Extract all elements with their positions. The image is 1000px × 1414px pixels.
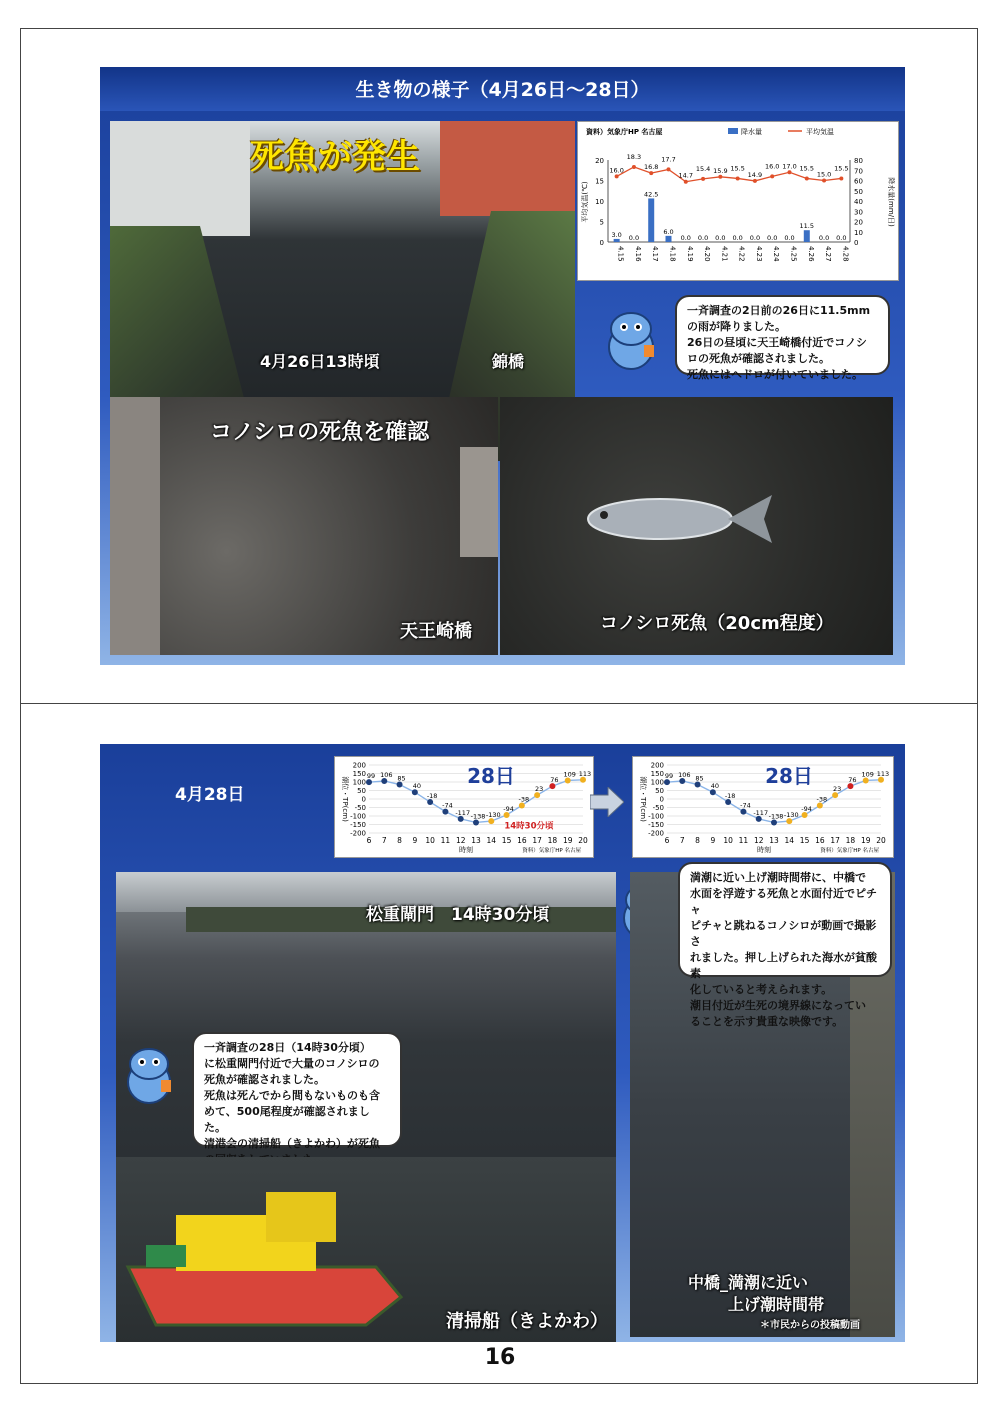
- slide2-left-bubble: [192, 1032, 402, 1150]
- bubble-line: 化していると考えられます。: [690, 983, 833, 996]
- tide-value-label: -18: [724, 792, 736, 801]
- arrow-right-icon: [590, 787, 624, 817]
- y-tick: 200: [352, 761, 366, 770]
- rain-value-label: 6.0: [663, 227, 674, 236]
- rain-value-label: 0.0: [784, 234, 795, 242]
- tide-value-label: -38: [816, 795, 828, 804]
- y-tick: -150: [648, 821, 664, 829]
- temp-value-label: 17.7: [661, 155, 676, 164]
- y-tick: -200: [648, 829, 664, 838]
- right-caption-line2: 上げ潮時間帯: [728, 1295, 825, 1314]
- slide-2: [100, 744, 905, 1342]
- y-tick: 50: [357, 787, 366, 795]
- tide-value-label: 106: [380, 770, 393, 779]
- y-tick: 150: [352, 770, 366, 778]
- x-tick-label: 4.24: [772, 246, 781, 262]
- tide-value-label: -74: [442, 801, 453, 810]
- slide1-speech-bubble: [675, 295, 890, 381]
- page-divider: [20, 703, 978, 704]
- bubble-line: 死魚にはヘドロが付いていました。: [687, 368, 863, 381]
- tide-value-label: -138: [470, 812, 486, 821]
- bubble-line: 死魚は死んでから間もないものも含: [204, 1089, 380, 1102]
- y-tick-right: 60: [854, 177, 863, 186]
- tide-value-label: 113: [578, 769, 592, 778]
- x-tick: 16: [815, 836, 825, 845]
- bubble-line: ロの死魚が確認されました。: [687, 352, 830, 365]
- temp-point: [788, 170, 792, 174]
- tide-source: 資料）気象庁HP 名古屋: [522, 848, 581, 854]
- tide-value-label: 99: [664, 772, 674, 781]
- y-tick-left: 15: [595, 177, 604, 186]
- x-tick-label: 4.21: [720, 246, 729, 262]
- rain-value-label: 0.0: [749, 234, 761, 242]
- tide-value-label: 109: [563, 770, 576, 779]
- stone-wall-photo: [110, 397, 498, 655]
- tide-value-label: 23: [833, 785, 842, 794]
- x-tick: 8: [695, 836, 700, 845]
- y-tick: -50: [354, 804, 366, 812]
- slide-1: [100, 67, 905, 665]
- rain-value-label: 0.0: [697, 234, 709, 242]
- dead-fish-photo: [500, 397, 893, 655]
- rain-value-label: 0.0: [836, 234, 847, 242]
- y-tick-right: 0: [854, 239, 859, 247]
- x-tick: 17: [532, 836, 542, 845]
- chart-source: 資料）気象庁HP 名古屋: [586, 128, 663, 136]
- bubble-line: ることを示す貴重な映像です。: [690, 1015, 844, 1028]
- tide-value-label: 76: [550, 776, 559, 785]
- legend-swatch-rain: [728, 128, 738, 134]
- tide-title: 28日: [765, 764, 813, 788]
- y-tick-right: 50: [854, 187, 863, 196]
- rain-bar: [804, 230, 810, 242]
- rain-bar: [648, 198, 654, 242]
- y-tick: -100: [648, 812, 664, 821]
- tide-value-label: -130: [783, 811, 799, 820]
- temp-value-label: 15.5: [799, 164, 815, 173]
- tide-chart-right: [632, 756, 894, 858]
- photo2-place: 天王崎橋: [400, 621, 472, 642]
- x-tick: 16: [517, 836, 527, 845]
- temp-point: [753, 179, 757, 183]
- y-tick-right: 10: [854, 228, 863, 237]
- x-label: 時刻: [459, 846, 473, 854]
- y-tick-right: 70: [854, 167, 863, 176]
- x-tick: 13: [471, 836, 481, 845]
- x-tick: 11: [738, 836, 749, 845]
- tide-title: 28日: [467, 764, 515, 788]
- legend-label: 降水量: [741, 128, 762, 136]
- tide-value-label: 85: [695, 774, 704, 783]
- x-tick: 12: [455, 836, 466, 845]
- x-tick-label: 4.26: [806, 246, 815, 262]
- weather-chart: [577, 121, 899, 281]
- bubble-line: の雨が降りました。: [687, 320, 786, 333]
- weather-chart-svg: [578, 122, 898, 280]
- tide-chart-left-svg: [335, 757, 593, 857]
- legend-label: 平均気温: [806, 128, 834, 136]
- rain-value-label: 3.0: [611, 230, 622, 239]
- temp-point: [839, 176, 843, 180]
- rain-value-label: 0.0: [715, 234, 726, 242]
- temp-point: [615, 174, 619, 178]
- citizen-video-note: ＊市民からの投稿動画: [760, 1320, 860, 1331]
- tide-value-label: 40: [710, 782, 719, 791]
- x-tick: 14: [486, 836, 497, 845]
- y-tick: 100: [650, 778, 664, 787]
- photo2-caption: コノシロの死魚を確認: [210, 420, 430, 445]
- tide-value-label: -18: [426, 792, 438, 801]
- bubble-line: 死魚が確認されました。: [204, 1073, 325, 1086]
- tide-chart-left: [334, 756, 594, 858]
- y-tick: 200: [650, 761, 664, 770]
- y-label: 潮位・TP(cm): [639, 776, 647, 822]
- rain-value-label: 11.5: [799, 222, 815, 231]
- temp-value-label: 16.0: [764, 162, 780, 171]
- tide-value-label: -94: [801, 804, 812, 813]
- y-tick-left: 5: [599, 218, 604, 227]
- rain-bar: [666, 236, 672, 242]
- tide-value-label: -117: [455, 808, 471, 817]
- rain-value-label: 0.0: [767, 234, 778, 242]
- temp-point: [770, 174, 774, 178]
- slide2-date-label: 4月28日: [175, 785, 245, 805]
- tide-source: 資料）気象庁HP 名古屋: [820, 848, 879, 854]
- temp-value-label: 14.9: [747, 170, 763, 179]
- bubble-line: 満潮に近い上げ潮時間帯に、中橋で: [690, 871, 866, 884]
- tide-value-label: -38: [518, 795, 530, 804]
- x-tick: 14: [784, 836, 795, 845]
- x-tick: 7: [381, 836, 387, 845]
- x-tick-label: 4.20: [703, 246, 712, 262]
- lock-photo-caption: 松重閘門 14時30分頃: [366, 905, 550, 925]
- temp-point: [667, 167, 671, 171]
- mascot-icon: [120, 1042, 178, 1106]
- x-tick-label: 4.22: [737, 246, 746, 262]
- temp-point: [736, 176, 740, 180]
- boat-caption: 清掃船（きよかわ）: [446, 1311, 608, 1332]
- y-tick: -50: [652, 804, 664, 812]
- bubble-line: 一斉調査の2日前の26日に11.5mm: [687, 304, 871, 317]
- tide-value-label: 76: [848, 776, 857, 785]
- temp-value-label: 15.5: [834, 164, 849, 173]
- bubble-line: に松重閘門付近で大量のコノシロの: [204, 1057, 380, 1070]
- bubble-line: 潮目付近が生死の境界線になってい: [690, 999, 866, 1012]
- y-tick: -150: [350, 821, 366, 829]
- photo3-caption: コノシロ死魚（20cm程度）: [600, 613, 834, 634]
- y-tick: 150: [650, 770, 664, 778]
- temp-value-label: 18.3: [626, 152, 642, 161]
- x-tick-label: 4.15: [616, 246, 625, 262]
- x-tick-label: 4.19: [685, 246, 694, 262]
- x-tick-label: 4.17: [651, 246, 660, 262]
- tide-chart-right-svg: [633, 757, 893, 857]
- photo1-place-caption: 錦橋: [492, 352, 525, 371]
- x-tick-label: 4.28: [841, 246, 850, 262]
- x-tick: 10: [425, 836, 435, 845]
- temp-value-label: 14.7: [678, 171, 694, 180]
- x-tick: 6: [664, 836, 670, 845]
- temp-point: [632, 165, 636, 169]
- rain-value-label: 42.5: [643, 190, 659, 199]
- rain-bar: [614, 239, 620, 242]
- y-label: 潮位・TP(cm): [341, 776, 349, 822]
- y-tick-right: 80: [854, 157, 863, 165]
- x-tick-label: 4.18: [668, 246, 677, 262]
- x-tick: 19: [562, 836, 573, 845]
- temp-point: [718, 175, 722, 179]
- bubble-line: 水面を浮遊する死魚と水面付近でピチャ: [690, 887, 877, 916]
- tide-value-label: 106: [678, 770, 691, 779]
- y-tick: 100: [352, 778, 366, 787]
- temp-point: [805, 176, 809, 180]
- temp-value-label: 15.4: [695, 164, 711, 173]
- tide-value-label: -117: [753, 808, 769, 817]
- x-tick: 19: [860, 836, 871, 845]
- y-tick: -100: [350, 812, 366, 821]
- x-tick-label: 4.25: [789, 246, 798, 262]
- temp-value-label: 16.0: [609, 166, 624, 175]
- x-tick: 20: [578, 836, 588, 845]
- x-tick: 12: [753, 836, 764, 845]
- y-tick-left: 0: [599, 239, 604, 247]
- y-tick-right: 20: [854, 218, 863, 227]
- temp-point: [701, 177, 705, 181]
- bubble-line: めて、500尾程度が確認されました。: [204, 1105, 370, 1134]
- dead-fish-headline: 死魚が発生: [250, 137, 420, 177]
- temp-point: [822, 179, 826, 183]
- y-tick: 0: [659, 795, 664, 804]
- bubble-line: れました。押し上げられた海水が貧酸素: [690, 951, 877, 980]
- temp-value-label: 16.8: [643, 163, 659, 172]
- x-tick: 13: [769, 836, 779, 845]
- slide-1-title: 生き物の様子（4月26日～28日）: [100, 67, 905, 111]
- x-tick-label: 4.16: [633, 246, 642, 262]
- temp-value-label: 17.0: [782, 162, 797, 171]
- y-tick-left: 20: [595, 157, 604, 165]
- photo1-time-caption: 4月26日13時頃: [260, 352, 380, 371]
- bubble-line: ピチャと跳ねるコノシロが動画で撮影さ: [690, 919, 877, 948]
- x-tick: 15: [799, 836, 810, 845]
- tide-value-label: -74: [740, 801, 751, 810]
- time-marker-label: 14時30分頃: [504, 821, 554, 832]
- x-tick-label: 4.27: [824, 246, 833, 262]
- temp-value-label: 15.0: [816, 170, 832, 179]
- tide-value-label: 23: [535, 785, 544, 794]
- tide-value-label: 113: [876, 769, 890, 778]
- bubble-line: 26日の昼頃に天王崎橋付近でコノシ: [687, 336, 867, 349]
- x-tick: 15: [501, 836, 512, 845]
- tide-value-label: 109: [861, 770, 874, 779]
- page-number: 16: [484, 1345, 516, 1370]
- tide-value-label: -94: [503, 804, 514, 813]
- right-caption-line1: 中橋_満潮に近い: [688, 1273, 809, 1292]
- x-tick: 10: [723, 836, 733, 845]
- x-tick: 9: [412, 836, 418, 845]
- x-tick: 7: [679, 836, 685, 845]
- tide-value-label: 40: [412, 782, 421, 791]
- rain-value-label: 0.0: [732, 234, 743, 242]
- x-tick-label: 4.23: [754, 246, 763, 262]
- y-tick-right: 40: [854, 198, 863, 206]
- slide2-right-bubble: [678, 862, 892, 1028]
- temp-point: [684, 180, 688, 184]
- x-tick: 20: [876, 836, 886, 845]
- y-tick-right: 30: [854, 208, 863, 217]
- y-tick: 0: [361, 795, 366, 804]
- x-tick: 18: [547, 836, 558, 845]
- x-tick: 18: [845, 836, 856, 845]
- y-tick: -200: [350, 829, 366, 838]
- bubble-line: 清港会の清掃船（きよかわ）が死魚: [204, 1137, 380, 1150]
- temp-value-label: 15.5: [730, 164, 745, 173]
- tide-value-label: -130: [485, 811, 501, 820]
- x-tick: 8: [397, 836, 402, 845]
- tide-value-label: 99: [366, 772, 376, 781]
- cleaning-boat-photo: [116, 1157, 616, 1342]
- y-label-right: 降水量(mm/日): [887, 177, 895, 227]
- temp-point: [649, 171, 653, 175]
- x-tick: 17: [830, 836, 840, 845]
- tide-value-label: -138: [768, 812, 784, 821]
- y-tick: 50: [655, 787, 664, 795]
- tide-value-label: 85: [397, 774, 406, 783]
- y-label-left: 平均気温(℃): [581, 181, 589, 223]
- rain-value-label: 0.0: [680, 234, 691, 242]
- x-tick: 9: [710, 836, 716, 845]
- y-tick-left: 10: [595, 198, 604, 206]
- rain-value-label: 0.0: [818, 234, 830, 242]
- temp-value-label: 15.9: [713, 166, 728, 175]
- bubble-line: 一斉調査の28日（14時30分頃）: [204, 1041, 371, 1054]
- mascot-icon: [600, 307, 662, 373]
- x-tick: 6: [366, 836, 372, 845]
- x-tick: 11: [440, 836, 451, 845]
- x-label: 時刻: [757, 846, 771, 854]
- rain-value-label: 0.0: [628, 234, 640, 242]
